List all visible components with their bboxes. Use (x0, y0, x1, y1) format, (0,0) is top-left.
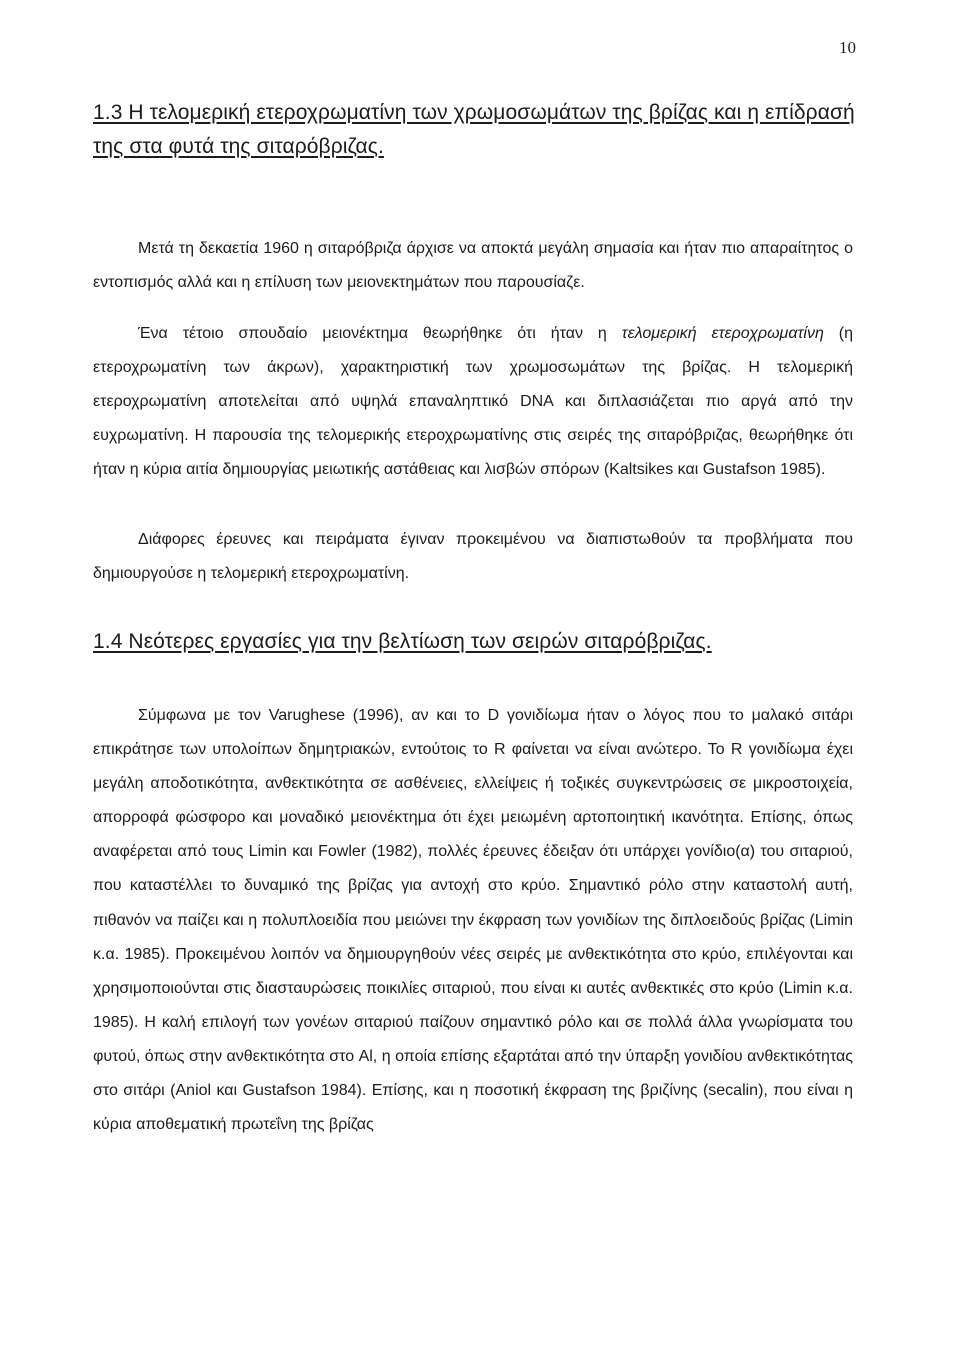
paragraph-1-4-a: Σύμφωνα με τον Varughese (1996), αν και το D γονιδίωμα ήταν ο λόγος που το μαλακό σιτάρι επικράτησε των υπολοίπων δημητριακών, εντούτοις το R φαίνεται να είναι ανώτερο. Το R γονιδίωμα έχει μεγάλη αποδοτικότητα, ανθεκτικότητα σε ασθένειες, ελλείψεις ή τοξικές συγκεντρώσεις σε μικροστοιχεία, απορροφά φώσφορο και μοναδικό μειονέκτημα ότι έχει μειωμένη αρτοποιητική ικανότητα. Επίσης, όπως αναφέρεται από τους Limin και Fowler (1982), πολλές έρευνες έδειξαν ότι υπάρχει γονίδιο(α) του σιταριού, που καταστέλλει το δυναμικό της βρίζας για αντοχή στο κρύο. Σημαντικό ρόλο στην καταστολή αυτή, πιθανόν να παίζει και η πολυπλοειδία που μειώνει την έκφραση των γονιδίων της διπλοειδούς βρίζας (Limin κ.α. 1985). Προκειμένου λοιπόν να δημιουργηθούν νέες σειρές με ανθεκτικότητα στο κρύο, επιλέγονται και χρησιμοποιούνται στις διασταυρώσεις ποικιλίες σιταριού, που είναι κι αυτές ανθεκτικές στο κρύο (Limin κ.α. 1985). Η καλή επιλογή των γονέων σιταριού παίζουν σημαντικό ρόλο και σε πολλά άλλα γνωρίσματα του φυτού, όπως στην ανθεκτικότητα στο Al, η οποία επίσης εξαρτάται από την ύπαρξη γονιδίου ανθεκτικότητας στο σιτάρι (Aniol και Gustafson 1984). Επίσης, και η ποσοτική έκφραση της βριζίνης (secalin), που είναι η κύρια αποθεματική πρωτεΐνη της βρίζας (93, 707, 853, 1134)
paragraph-text: (η ετεροχρωματίνη των άκρων), χαρακτηριστική των χρωμοσωμάτων της βρίζας. Η τελομερική ετεροχρωματίνη αποτελείται από υψηλά επαναληπτικό DNA και διπλασιάζεται πιο αργά από την ευχρωματίνη. Η παρουσία της τελομερικής ετεροχρωματίνης στις σειρές της σιταρόβριζας, θεωρήθηκε ότι ήταν η κύρια αιτία δημιουργίας μειωτικής αστάθειας και λισβών σπόρων (Kaltsikes και Gustafson 1985). (93, 325, 854, 479)
paragraph-1-3-a: Μετά τη δεκαετία 1960 η σιταρόβριζα άρχισε να αποκτά μεγάλη σημασία και ήταν πιο απαραίτητος ο εντοπισμός αλλά και η επίλυση των μειονεκτημάτων που παρουσίαζε. (93, 240, 853, 292)
paragraph-1-3-b (93, 317, 853, 487)
section-heading-1-4: 1.4 Νεότερες εργασίες για την βελτίωση των σειρών σιταρόβριζας. (93, 630, 712, 653)
paragraph-1-3-c: Διάφορες έρευνες και πειράματα έγιναν προκειμένου να διαπιστωθούν τα προβλήματα που δημιουργούσε η τελομερική ετεροχρωματίνη. (93, 531, 853, 583)
page-number: 10 (839, 38, 856, 57)
italic-term: τελομερική ετεροχρωματίνη (621, 325, 824, 342)
section-heading-1-3: 1.3 Η τελομερική ετεροχρωματίνη των χρωμοσωμάτων της βρίζας και η επίδρασή της στα φυτά της σιταρόβριζας. (93, 101, 855, 158)
paragraph-text: Ένα τέτοιο σπουδαίο μειονέκτημα θεωρήθηκε ότι ήταν η (138, 325, 622, 342)
